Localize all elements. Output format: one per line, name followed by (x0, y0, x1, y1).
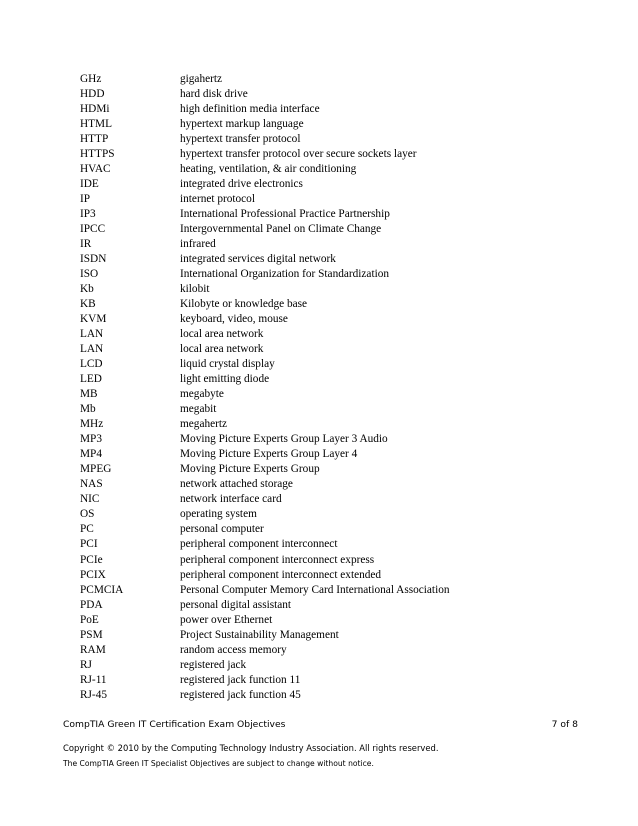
glossary-row (80, 147, 580, 162)
glossary-row (80, 447, 580, 462)
acronym-definition: personal computer (180, 523, 264, 536)
acronym-definition: operating system (180, 508, 257, 521)
acronym-definition: International Organization for Standardization (180, 268, 390, 281)
acronym: PC (80, 523, 94, 536)
acronym: LED (80, 373, 102, 386)
glossary-row (80, 583, 580, 598)
acronym-definition: registered jack function 11 (180, 673, 301, 686)
acronym-definition: peripheral component interconnect extended (180, 568, 382, 581)
glossary-row (80, 87, 580, 102)
glossary-row (80, 327, 580, 342)
glossary-row (80, 357, 580, 372)
glossary-row (80, 432, 580, 447)
acronym-definition: high definition media interface (180, 103, 320, 116)
acronym: RAM (80, 643, 106, 656)
glossary-row (80, 132, 580, 147)
glossary-row (80, 417, 580, 432)
disclaimer-notice: The CompTIA Green IT Specialist Objectives are subject to change without notice. (63, 759, 374, 768)
acronym: PDA (80, 598, 103, 611)
glossary-row (80, 192, 580, 207)
acronym: RJ-45 (80, 688, 107, 701)
acronym-definition: personal digital assistant (180, 598, 292, 611)
acronym: PCMCIA (80, 583, 124, 596)
glossary-row (80, 628, 580, 643)
acronym-definition: random access memory (180, 643, 287, 656)
acronym-definition: Moving Picture Experts Group Layer 3 Audio (180, 433, 388, 446)
glossary-row (80, 492, 580, 507)
acronym-definition: peripheral component interconnect express (180, 553, 375, 566)
glossary-row (80, 117, 580, 132)
acronym: Mb (80, 403, 96, 416)
glossary-row (80, 387, 580, 402)
acronym-definition: infrared (180, 238, 216, 251)
acronym: GHz (80, 73, 102, 85)
glossary-row (80, 372, 580, 387)
acronym: IP3 (80, 208, 96, 221)
glossary-row (80, 568, 580, 583)
glossary-row (80, 222, 580, 237)
glossary-row (80, 643, 580, 658)
acronym-definition: network attached storage (180, 478, 293, 491)
glossary-row (80, 162, 580, 177)
acronym-definition: integrated services digital network (180, 253, 336, 266)
acronym-definition: heating, ventilation, & air conditioning (180, 163, 357, 176)
acronym-definition: Moving Picture Experts Group (180, 463, 320, 476)
acronym: HVAC (80, 163, 111, 176)
acronym-definition: Personal Computer Memory Card International Association (180, 583, 450, 596)
acronym: PCI (80, 538, 98, 551)
acronym-definition: hypertext markup language (180, 118, 304, 131)
acronym: RJ-11 (80, 673, 107, 686)
glossary-row (80, 267, 580, 282)
acronym-definition: International Professional Practice Partnership (180, 208, 390, 221)
acronym: MP3 (80, 433, 102, 446)
glossary-row (80, 537, 580, 552)
acronym: LCD (80, 358, 103, 371)
glossary-row (80, 72, 580, 87)
glossary-row (80, 177, 580, 192)
acronym: OS (80, 508, 95, 521)
glossary-row (80, 402, 580, 417)
page-footer (63, 719, 578, 730)
acronym: PSM (80, 628, 103, 641)
acronym: IPCC (80, 223, 106, 236)
acronym-definition: megabit (180, 403, 217, 416)
glossary-row (80, 688, 580, 703)
acronym: RJ (80, 658, 92, 671)
acronym-definition: hypertext transfer protocol (180, 133, 301, 146)
acronym-definition: hypertext transfer protocol over secure sockets layer (180, 148, 417, 161)
acronym: PCIe (80, 553, 103, 566)
acronym-definition: Moving Picture Experts Group Layer 4 (180, 448, 358, 461)
acronym: HDMi (80, 103, 110, 116)
glossary-row (80, 507, 580, 522)
acronym: IR (80, 238, 92, 251)
acronym: HTTPS (80, 148, 115, 161)
glossary-row (80, 102, 580, 117)
acronym: KVM (80, 313, 107, 326)
acronym-definition: local area network (180, 343, 264, 356)
acronym-definition: megabyte (180, 388, 224, 401)
page-number: 7 of 8 (551, 719, 578, 730)
glossary-row (80, 312, 580, 327)
acronym: NAS (80, 478, 103, 491)
acronym-definition: hard disk drive (180, 88, 248, 101)
glossary-row (80, 282, 580, 297)
acronym: IP (80, 193, 91, 206)
glossary-row (80, 237, 580, 252)
acronym-definition: power over Ethernet (180, 613, 273, 626)
acronym: MP4 (80, 448, 102, 461)
glossary-row (80, 297, 580, 312)
acronym-definition: kilobit (180, 283, 210, 296)
acronym-definition: Intergovernmental Panel on Climate Change (180, 223, 382, 236)
footer-title: CompTIA Green IT Certification Exam Objectives (63, 719, 286, 730)
acronym: HTML (80, 118, 113, 131)
acronym-definition: integrated drive electronics (180, 178, 303, 191)
acronym: LAN (80, 343, 104, 356)
acronym-definition: gigahertz (180, 73, 223, 85)
acronym-definition: network interface card (180, 493, 282, 506)
acronym: LAN (80, 328, 104, 341)
acronym: HDD (80, 88, 105, 101)
acronym-definition: Kilobyte or knowledge base (180, 298, 308, 311)
acronym: IDE (80, 178, 99, 191)
acronym: HTTP (80, 133, 109, 146)
acronym: PoE (80, 613, 99, 626)
copyright-notice: Copyright © 2010 by the Computing Technology Industry Association. All rights reserved. (63, 743, 439, 753)
glossary-row (80, 342, 580, 357)
acronym: PCIX (80, 568, 106, 581)
acronym: KB (80, 298, 96, 311)
glossary-row (80, 207, 580, 222)
acronym: ISDN (80, 253, 107, 266)
acronym-definition: megahertz (180, 418, 228, 431)
acronym-definition: registered jack (180, 658, 247, 671)
acronym-definition: registered jack function 45 (180, 688, 301, 701)
acronym-glossary (80, 72, 580, 703)
acronym-definition: Project Sustainability Management (180, 628, 339, 641)
glossary-row (80, 598, 580, 613)
glossary-row (80, 613, 580, 628)
acronym: NIC (80, 493, 100, 506)
acronym-definition: internet protocol (180, 193, 255, 206)
acronym-definition: light emitting diode (180, 373, 270, 386)
glossary-row (80, 252, 580, 267)
acronym-definition: local area network (180, 328, 264, 341)
acronym: Kb (80, 283, 94, 296)
acronym-definition: liquid crystal display (180, 358, 275, 371)
glossary-row (80, 477, 580, 492)
acronym: MB (80, 388, 98, 401)
glossary-row (80, 673, 580, 688)
glossary-row (80, 522, 580, 537)
acronym-definition: keyboard, video, mouse (180, 313, 288, 326)
glossary-row (80, 462, 580, 477)
acronym-definition: peripheral component interconnect (180, 538, 338, 551)
acronym: MHz (80, 418, 104, 431)
acronym: MPEG (80, 463, 112, 476)
glossary-row (80, 553, 580, 568)
glossary-row (80, 658, 580, 673)
acronym: ISO (80, 268, 99, 281)
